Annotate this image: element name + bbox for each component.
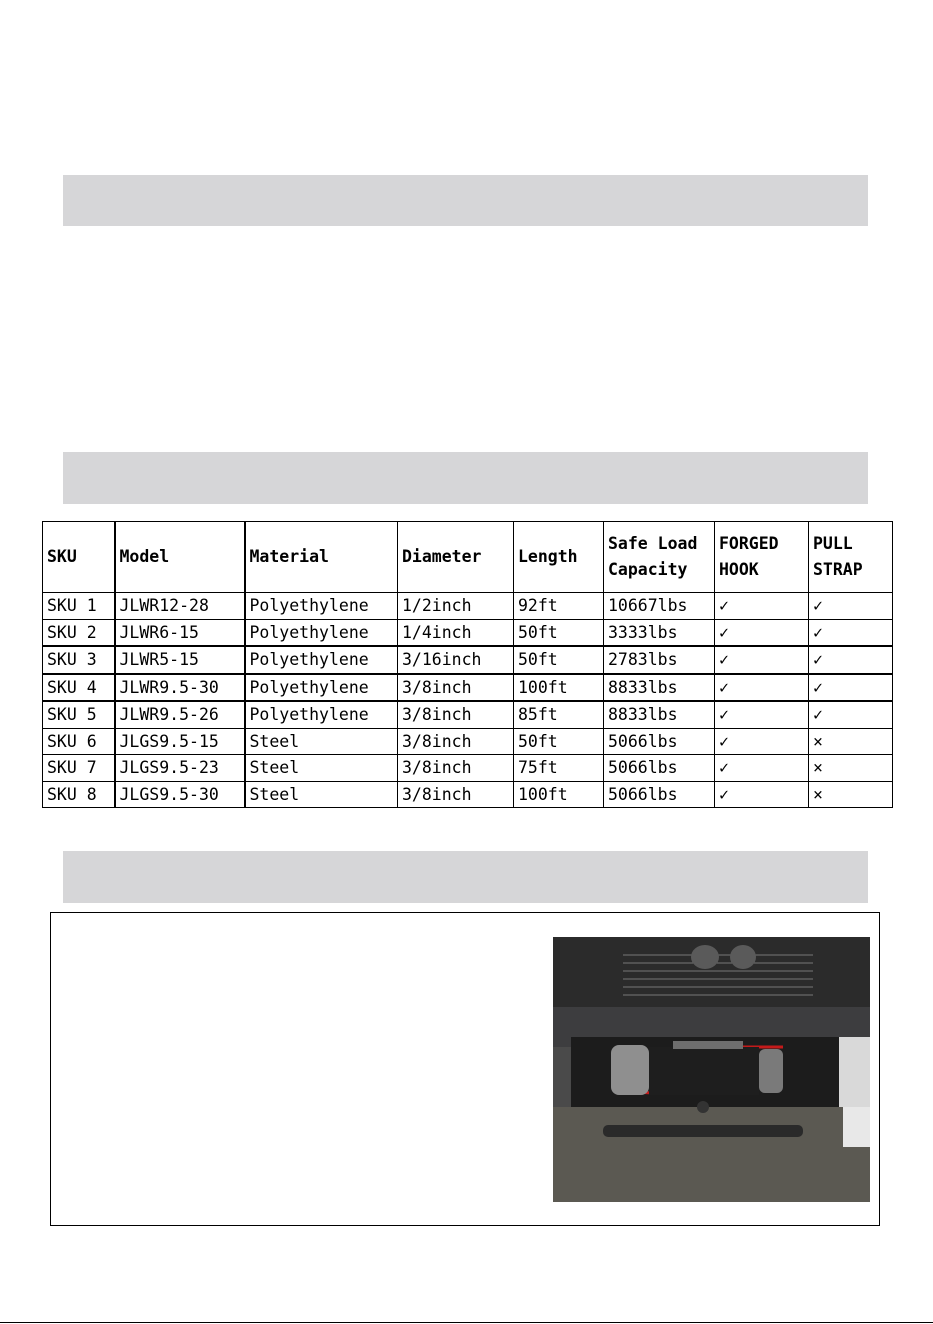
cell-pull-strap: × [809,728,893,755]
header-sku: SKU [43,522,115,593]
cell-diameter: 1/4inch [398,619,514,646]
header-forged-hook: FORGED HOOK [715,522,809,593]
installation-photo [553,937,870,1202]
cell-model: JLWR9.5-30 [115,674,245,702]
section-header-band-3 [63,851,868,903]
cell-length: 50ft [514,646,604,674]
cell-material: Polyethylene [245,701,398,728]
spec-table [42,521,893,808]
cell-forged-hook: ✓ [715,674,809,702]
table-row [43,781,893,808]
cell-sku: SKU 4 [43,674,115,702]
cell-model: JLWR12-28 [115,593,245,620]
cell-sku: SKU 1 [43,593,115,620]
cell-safe-load: 5066lbs [604,728,715,755]
cell-model: JLWR6-15 [115,619,245,646]
header-diameter: Diameter [398,522,514,593]
cell-pull-strap: ✓ [809,646,893,674]
cell-safe-load: 5066lbs [604,755,715,782]
section-header-band-2 [63,452,868,504]
cell-model: JLGS9.5-23 [115,755,245,782]
cell-pull-strap: × [809,755,893,782]
cell-forged-hook: ✓ [715,593,809,620]
cell-length: 100ft [514,781,604,808]
table-header-row [43,522,893,593]
cell-safe-load: 8833lbs [604,701,715,728]
cell-forged-hook: ✓ [715,646,809,674]
table-row [43,728,893,755]
cell-pull-strap: ✓ [809,701,893,728]
cell-model: JLWR5-15 [115,646,245,674]
cell-length: 50ft [514,619,604,646]
cell-forged-hook: ✓ [715,619,809,646]
cell-pull-strap: ✓ [809,619,893,646]
cell-diameter: 3/16inch [398,646,514,674]
cell-length: 92ft [514,593,604,620]
cell-material: Polyethylene [245,674,398,702]
cell-forged-hook: ✓ [715,755,809,782]
header-pull-strap: PULL STRAP [809,522,893,593]
header-length: Length [514,522,604,593]
cell-pull-strap: ✓ [809,674,893,702]
cell-diameter: 3/8inch [398,674,514,702]
cell-sku: SKU 6 [43,728,115,755]
cell-sku: SKU 7 [43,755,115,782]
cell-length: 85ft [514,701,604,728]
table-row [43,593,893,620]
cell-safe-load: 5066lbs [604,781,715,808]
cell-sku: SKU 5 [43,701,115,728]
cell-safe-load: 10667lbs [604,593,715,620]
cell-model: JLWR9.5-26 [115,701,245,728]
cell-material: Polyethylene [245,646,398,674]
cell-material: Polyethylene [245,619,398,646]
page-bottom-rule [0,1322,933,1323]
cell-length: 100ft [514,674,604,702]
cell-safe-load: 2783lbs [604,646,715,674]
header-safe-load: Safe Load Capacity [604,522,715,593]
cell-length: 75ft [514,755,604,782]
cell-material: Polyethylene [245,593,398,620]
cell-pull-strap: × [809,781,893,808]
table-row [43,755,893,782]
cell-forged-hook: ✓ [715,781,809,808]
cell-diameter: 3/8inch [398,701,514,728]
cell-material: Steel [245,781,398,808]
cell-diameter: 3/8inch [398,728,514,755]
section-header-band-1 [63,175,868,226]
table-row [43,646,893,674]
cell-diameter: 3/8inch [398,781,514,808]
cell-pull-strap: ✓ [809,593,893,620]
cell-length: 50ft [514,728,604,755]
header-model: Model [115,522,245,593]
cell-model: JLGS9.5-30 [115,781,245,808]
cell-material: Steel [245,728,398,755]
cell-model: JLGS9.5-15 [115,728,245,755]
header-material: Material [245,522,398,593]
table-row [43,701,893,728]
cell-sku: SKU 8 [43,781,115,808]
cell-forged-hook: ✓ [715,728,809,755]
winch-mounted-on-bumper-image [553,937,870,1202]
cell-sku: SKU 3 [43,646,115,674]
cell-safe-load: 3333lbs [604,619,715,646]
cell-sku: SKU 2 [43,619,115,646]
cell-diameter: 3/8inch [398,755,514,782]
cell-forged-hook: ✓ [715,701,809,728]
table-row [43,619,893,646]
cell-material: Steel [245,755,398,782]
cell-safe-load: 8833lbs [604,674,715,702]
cell-diameter: 1/2inch [398,593,514,620]
table-row [43,674,893,702]
